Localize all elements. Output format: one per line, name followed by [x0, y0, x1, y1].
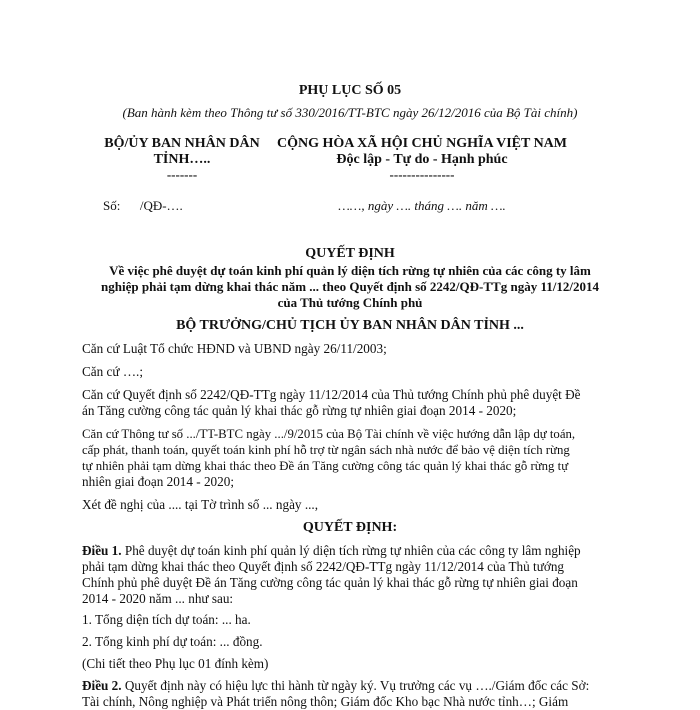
basis-line: nhiên giai đoạn 2014 - 2020;	[82, 474, 234, 489]
nation-motto: Độc lập - Tự do - Hạnh phúc	[336, 152, 508, 167]
issuer-line1: BỘ/ỦY BAN NHÂN DÂN	[104, 136, 260, 151]
decision-about-line3: của Thủ tướng Chính phủ	[277, 295, 423, 310]
basis-line: Căn cứ Quyết định số 2242/QĐ-TTg ngày 11/12/2014 của Thủ tướng Chính phủ phê duyệt Đề	[82, 387, 581, 402]
article-1-line	[82, 543, 622, 559]
basis-paragraph: Căn cứ ….;	[82, 364, 143, 379]
article-1-label: Điều 1.	[82, 543, 122, 558]
article-1-line: Chính phủ phê duyệt Đề án Tăng cường công tác quản lý khai thác gỗ rừng tự nhiên giai đoạn	[82, 575, 578, 590]
list-item: 1. Tổng diện tích dự toán: ... ha.	[82, 612, 251, 627]
basis-line: tự nhiên phải tạm dừng khai thác theo Đề án Tăng cường công tác quản lý khai thác gỗ rừng tự	[82, 459, 569, 473]
article-2-line	[82, 678, 622, 694]
basis-line: cấp phát, thanh toán, quyết toán kinh phí hỗ trợ từ ngân sách nhà nước để bảo vệ diện tích rừng	[82, 443, 570, 457]
decision-about-line2: nghiệp phải tạm dừng khai thác năm ... theo Quyết định số 2242/QĐ-TTg ngày 11/12/2014	[101, 279, 599, 294]
document-number: Số: /QĐ-….	[103, 198, 183, 213]
article-1-line: 2014 - 2020 năm ... như sau:	[82, 591, 234, 606]
appendix-title: PHỤ LỤC SỐ 05	[298, 83, 402, 98]
issuer-line2: TỈNH…..	[153, 152, 211, 167]
appendix-subtitle: (Ban hành kèm theo Thông tư số 330/2016/TT-BTC ngày 26/12/2016 của Bộ Tài chính)	[122, 105, 578, 120]
authority-heading: BỘ TRƯỞNG/CHỦ TỊCH ỦY BAN NHÂN DÂN TỈNH ...	[176, 318, 524, 333]
appendix-note: (Chi tiết theo Phụ lục 01 đính kèm)	[82, 656, 269, 671]
article-2-line: Tài chính, Nông nghiệp và Phát triển nông thôn; Giám đốc Kho bạc Nhà nước tỉnh…; Giám	[82, 694, 569, 709]
list-item: 2. Tổng kinh phí dự toán: ... đồng.	[82, 634, 263, 649]
basis-line: án Tăng cường công tác quản lý khai thác gỗ rừng tự nhiên giai đoạn 2014 - 2020;	[82, 403, 517, 418]
decision-heading: QUYẾT ĐỊNH	[305, 246, 395, 261]
article-1-text: Phê duyệt dự toán kinh phí quản lý diện tích rừng tự nhiên của các công ty lâm nghiệp	[121, 543, 581, 558]
proposal-paragraph: Xét đề nghị của .... tại Tờ trình số ... ngày ...,	[82, 497, 319, 512]
article-2-label: Điều 2.	[82, 678, 122, 693]
nation-rule: ---------------	[389, 167, 455, 182]
article-2-text: Quyết định này có hiệu lực thi hành từ ngày ký. Vụ trưởng các vụ …./Giám đốc các Sở:	[121, 678, 590, 693]
nation-title: CỘNG HÒA XÃ HỘI CHỦ NGHĨA VIỆT NAM	[276, 136, 567, 151]
decision-about-line1: Về việc phê duyệt dự toán kinh phí quản lý diện tích rừng tự nhiên của các công ty lâm	[109, 263, 591, 278]
basis-paragraph: Căn cứ Luật Tổ chức HĐND và UBND ngày 26/11/2003;	[82, 341, 387, 356]
document-date: ……, ngày …. tháng …. năm ….	[338, 198, 506, 213]
basis-line: Căn cứ Thông tư số .../TT-BTC ngày .../9/2015 của Bộ Tài chính về việc hướng dẫn lập dự toán,	[82, 427, 576, 441]
decide-heading: QUYẾT ĐỊNH:	[302, 520, 398, 535]
article-1-line: phải tạm dừng khai thác theo Quyết định số 2242/QĐ-TTg ngày 11/12/2014 của Thủ tướng	[82, 559, 565, 574]
issuer-rule: -------	[166, 167, 198, 182]
